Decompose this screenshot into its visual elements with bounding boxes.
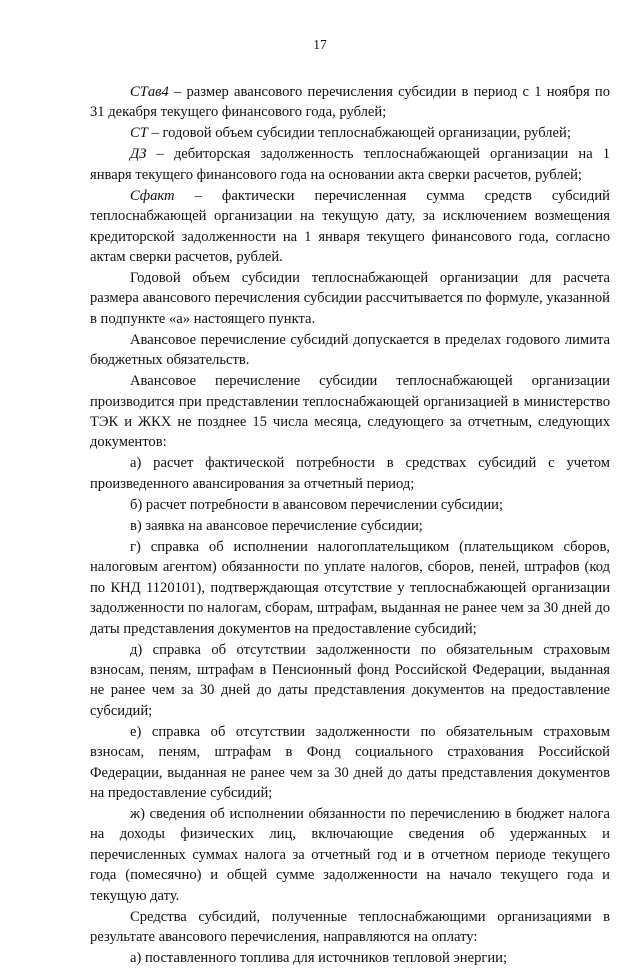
paragraph-ctav4: CTав4 – размер авансового перечисления субсидии в период с 1 ноября по 31 декабря текущего финансового года, рублей;	[90, 84, 610, 121]
list-item-d: д) справка об отсутствии задолженности по обязательным страховым взносам, пеням, штрафам в Пенсионный фонд Российской Федерации, выданная не ранее чем за 30 дней до даты представления документов на предоставление субсидий;	[90, 641, 610, 719]
page-number: 17	[313, 37, 327, 52]
paragraph-limit: Авансовое перечисление субсидий допускается в пределах годового лимита бюджетных обязательств.	[90, 331, 610, 369]
list-item-g: г) справка об исполнении налогоплательщиком (плательщиком сборов, налоговым агентом) обязанности по уплате налогов, сборов, пеней, штрафов (код по КНД 1120101), подтверждающая отсутствие у теплоснабжающей организации задолженности по налогам, сборам, штрафам, выданная не ранее чем за 30 дней до даты представления документов на предоставление субсидий;	[90, 538, 610, 637]
list-item-b: б) расчет потребности в авансовом перечислении субсидии;	[130, 496, 504, 513]
paragraph-cfakt: Cфакт – фактически перечисленная сумма средств субсидий теплоснабжающей организации на текущую дату, за исключением возмещения кредиторской задолженности на 1 января текущего финансового года, согласно актам сверки расчетов, рублей.	[90, 187, 610, 266]
list-item-zh: ж) сведения об исполнении обязанности по перечислению в бюджет налога на доходы физических лиц, включающие сведения об удержанных и перечисленных суммах налога за отчетный год и в отчетном периоде текущего года (помесячно) и общей сумме задолженности на начало текущего года и текущую дату.	[90, 805, 610, 904]
paragraph-annual-volume: Годовой объем субсидии теплоснабжающей организации для расчета размера авансового перечисления субсидии рассчитывается по формуле, указанной в подпункте «а» настоящего пункта.	[90, 270, 610, 327]
list-item-a: а) расчет фактической потребности в средствах субсидий с учетом произведенного авансирования за отчетный период;	[90, 455, 610, 492]
variable-cfakt: Cфакт	[130, 187, 175, 204]
variable-ct: CT	[130, 125, 148, 142]
paragraph-advance-conditions: Авансовое перечисление субсидии теплоснабжающей организации производится при представлении теплоснабжающей организацией в министерство ТЭК и ЖКХ не позднее 15 числа месяца, следующего за отчетным, следующих документов:	[90, 373, 610, 451]
paragraph-funds-usage: Средства субсидий, полученные теплоснабжающими организациями в результате авансового перечисления, направляются на оплату:	[90, 908, 610, 945]
list-item-fuel: а) поставленного топлива для источников тепловой энергии;	[130, 949, 508, 966]
document-body	[90, 82, 610, 969]
paragraph-dz: ДЗ – дебиторская задолженность теплоснабжающей организации на 1 января текущего финансового года на основании акта сверки расчетов, рублей;	[90, 146, 610, 183]
list-item-e: е) справка об отсутствии задолженности по обязательным страховым взносам, пеням, штрафам в Фонд социального страхования Российской Федерации, выданная не ранее чем за 30 дней до даты представления документов на предоставление субсидий;	[90, 723, 610, 801]
variable-ctav4: CTав4	[130, 84, 169, 100]
variable-dz: ДЗ	[130, 146, 147, 163]
paragraph-ct: CT – годовой объем субсидии теплоснабжающей организации, рублей;	[130, 125, 571, 142]
list-item-v: в) заявка на авансовое перечисление субсидии;	[130, 517, 423, 534]
